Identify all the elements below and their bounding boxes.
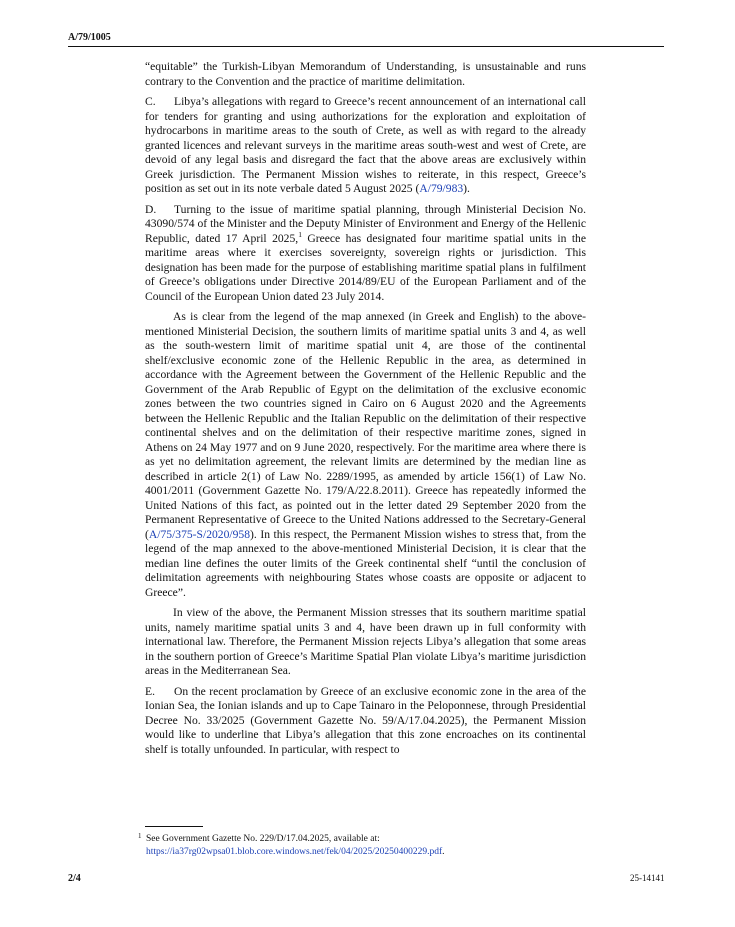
paragraph-text: Turning to the issue of maritime spatial planning, through Ministerial Decision No. 43090/574 of the Minister and the Deputy Minister of Environment and Energy of the Hellenic Republic, dated 17 April 2025, <box>145 202 586 245</box>
footnote-url-tail: . <box>442 847 445 857</box>
paragraph-continuation <box>145 60 586 89</box>
document-link-a-75-375[interactable]: A/75/375-S/2020/958 <box>148 527 251 541</box>
body-text <box>145 60 586 763</box>
paragraph-text: ). <box>463 182 470 195</box>
paragraph-map-legend <box>145 310 586 600</box>
footnote-rule <box>145 826 203 827</box>
paragraph-text: ). In this respect, the Permanent Mission wishes to stress that, from the legend of the map annexed to the above-mentioned Ministerial Decision, it is clear that the median line defines the outer limits of the Greek continental shelf “until the conclusion of delimitation agreements with neighbouring States whose coasts are opposite or adjacent to Greece”. <box>145 527 586 599</box>
paragraph-text: On the recent proclamation by Greece of an exclusive economic zone in the area of the Ionian Sea, the Ionian islands and up to Cape Tainaro in the Peloponnese, through Presidential Decree No. 33/2025 (Government Gazette No. 59/A/17.04.2025), the Permanent Mission would like to underline that Libya’s allegation that this zone encroaches on its continental shelf is totally unfounded. In particular, with respect to <box>145 684 586 756</box>
document-link-a-79-983[interactable]: A/79/983 <box>419 182 464 195</box>
paragraph-letter: C. <box>145 95 156 108</box>
paragraph-text: Libya’s allegations with regard to Greece’s recent announcement of an international call for tenders for granting and using authorizations for the exploration and exploitation of hydrocarbons in maritime areas to the south of Crete, as well as with regard to the already granted licences and relevant surveys in the maritime areas south-west and west of Crete, are devoid of any legal basis and disregard the fact that the above areas are exclusively within Greek jurisdiction. The Permanent Mission wishes to reiterate, in this respect, Greece’s position as set out in its note verbale dated 5 August 2025 ( <box>145 95 586 195</box>
footnote-reference[interactable]: 1 <box>298 229 302 239</box>
document-code: 25-14141 <box>630 873 665 883</box>
footnote <box>138 830 598 859</box>
footnote-link[interactable]: https://ia37rg02wpsa01.blob.core.windows.net/fek/04/2025/20250400229.pdf <box>146 847 443 857</box>
footnote-text: See Government Gazette No. 229/D/17.04.2025, available at: <box>146 834 380 844</box>
paragraph-text: In view of the above, the Permanent Mission stresses that its southern maritime spatial units, namely maritime spatial units 3 and 4, have been drawn up in full conformity with international law. Therefore, the Permanent Mission rejects Libya’s allegation that some areas in the southern portion of Greece’s Maritime Spatial Plan violate Libya’s maritime jurisdiction areas in the Mediterranean Sea. <box>145 606 586 677</box>
paragraph-text: “equitable” the Turkish-Libyan Memorandum of Understanding, is unsustainable and runs contrary to the Convention and the practice of maritime delimitation. <box>145 60 586 88</box>
paragraph-d <box>145 203 586 305</box>
page-number: 2/4 <box>68 873 81 884</box>
paragraph-c <box>145 95 586 197</box>
header-rule <box>68 46 664 47</box>
footnote-mark: 1 <box>138 832 142 840</box>
document-symbol: A/79/1005 <box>68 32 111 43</box>
paragraph-in-view <box>145 606 586 679</box>
paragraph-text: As is clear from the legend of the map annexed (in Greek and English) to the above-mentioned Ministerial Decision, the southern limits of maritime spatial units 3 and 4, as well as the south-western limit of maritime spatial unit 4, are those of the continental shelf/exclusive economic zone of the Hellenic Republic in the area, as determined in accordance with the Agreement between the Government of the Hellenic Republic and the Government of the Arab Republic of Egypt on the delimitation of the exclusive economic zones between the two countries signed in Cairo on 6 August 2020 and the Agreements between the Hellenic Republic and the Italian Republic on the delimitation of their respective continental shelves and on the delimitation of their respective maritime zones, signed in Athens on 24 May 1977 and on 9 June 2020, respectively. For the maritime area where there is as yet no delimitation agreement, the relevant limits are determined by the median line as described in article 2(1) of Law No. 2289/1995, as amended by article 156(1) of Law No. 4001/2011 (Government Gazette No. 179/A/22.8.2011). Greece has repeatedly informed the United Nations of this fact, as pointed out in the letter dated 29 September 2020 from the Permanent Representative of Greece to the United Nations addressed to the Secretary-General ( <box>145 310 586 541</box>
paragraph-text: Greece has designated four maritime spatial units in the maritime areas where it exercises sovereignty, sovereign rights or jurisdiction. This designation has been made for the purpose of establishing maritime spatial plans in fulfilment of Greece’s obligations under Directive 2014/89/EU of the European Parliament and of the Council of the European Union dated 23 July 2014. <box>145 231 586 303</box>
paragraph-e <box>145 685 586 758</box>
paragraph-letter: E. <box>145 684 155 698</box>
paragraph-letter: D. <box>145 202 157 216</box>
footnote-url-line <box>138 846 598 859</box>
